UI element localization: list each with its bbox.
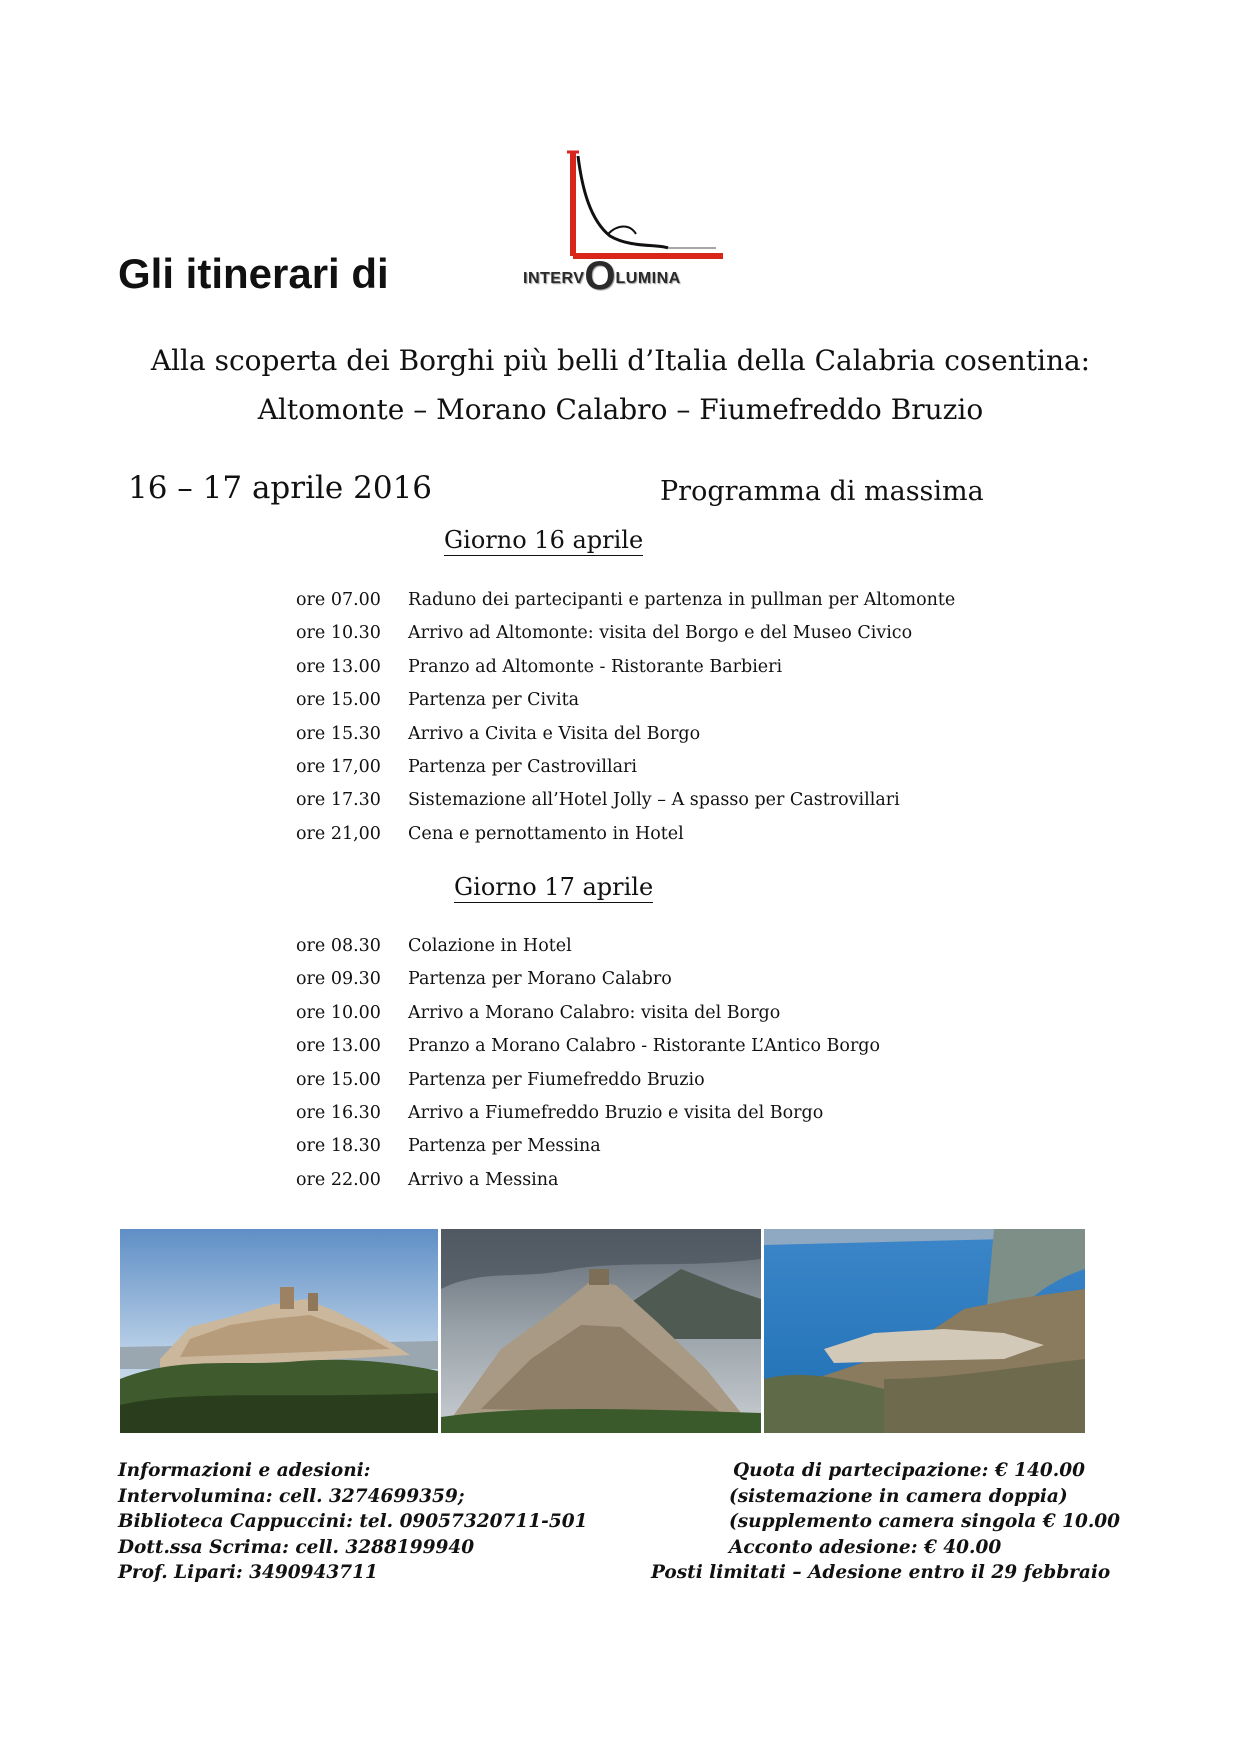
schedule-time: ore 21,00 xyxy=(296,823,381,844)
schedule-time: ore 09.30 xyxy=(296,969,381,990)
contact-line: Intervolumina: cell. 3274699359; xyxy=(118,1485,465,1507)
schedule-activity: Pranzo ad Altomonte - Ristorante Barbieri xyxy=(408,656,783,677)
schedule-row xyxy=(296,790,1096,823)
day-2-heading: Giorno 17 aprile xyxy=(454,873,654,901)
schedule-activity: Pranzo a Morano Calabro - Ristorante L’Antico Borgo xyxy=(408,1036,881,1057)
schedule-activity: Partenza per Fiumefreddo Bruzio xyxy=(408,1069,705,1090)
schedule-activity: Partenza per Castrovillari xyxy=(408,756,637,777)
schedule-activity: Colazione in Hotel xyxy=(408,936,572,956)
photo-fiumefreddo-bruzio xyxy=(764,1229,1085,1433)
schedule-row xyxy=(296,690,1096,723)
schedule-activity: Partenza per Morano Calabro xyxy=(408,969,672,990)
schedule-activity: Cena e pernottamento in Hotel xyxy=(408,823,684,844)
schedule-row xyxy=(296,724,1096,757)
header-title: Gli itinerari di xyxy=(118,250,389,297)
photo-strip xyxy=(120,1229,1085,1433)
schedule-time: ore 16.30 xyxy=(296,1102,381,1123)
schedule-activity: Sistemazione all’Hotel Jolly – A spasso per Castrovillari xyxy=(408,790,900,811)
contact-line: Biblioteca Cappuccini: tel. 09057320711-501 xyxy=(118,1511,588,1532)
contact-info xyxy=(118,1458,587,1586)
schedule-row xyxy=(296,1136,1096,1169)
price-line: Quota di partecipazione: € 140.00 xyxy=(733,1460,1085,1481)
schedule-activity: Arrivo a Civita e Visita del Borgo xyxy=(408,723,701,744)
subtitle-line-1: Alla scoperta dei Borghi più belli d’Italia della Calabria cosentina: xyxy=(150,344,1091,377)
schedule-activity: Arrivo ad Altomonte: visita del Borgo e del Museo Civico xyxy=(408,623,913,644)
pricing-info xyxy=(651,1458,1121,1586)
price-note: (sistemazione in camera doppia) xyxy=(729,1485,1068,1507)
schedule-activity: Partenza per Civita xyxy=(408,690,580,711)
event-dates: 16 – 17 aprile 2016 xyxy=(128,470,433,506)
day-1-heading: Giorno 16 aprile xyxy=(444,526,644,554)
schedule-row xyxy=(296,657,1096,690)
schedule-row xyxy=(296,969,1096,1002)
schedule-time: ore 08.30 xyxy=(296,936,381,956)
schedule-time: ore 07.00 xyxy=(296,590,381,610)
contact-line: Dott.ssa Scrima: cell. 3288199940 xyxy=(118,1536,475,1558)
day-1-schedule xyxy=(296,590,1096,857)
schedule-activity: Partenza per Messina xyxy=(408,1136,601,1157)
schedule-time: ore 15.00 xyxy=(296,690,381,711)
schedule-row xyxy=(296,590,1096,623)
schedule-row xyxy=(296,1170,1096,1203)
contact-line: Prof. Lipari: 3490943711 xyxy=(118,1562,378,1583)
logo-text-o: O xyxy=(584,254,616,298)
deadline-line: Posti limitati – Adesione entro il 29 febbraio xyxy=(651,1562,1111,1583)
schedule-activity: Arrivo a Fiumefreddo Bruzio e visita del Borgo xyxy=(408,1102,824,1123)
intervolumina-logo xyxy=(518,148,738,298)
photo-morano-calabro xyxy=(441,1229,761,1433)
schedule-row xyxy=(296,757,1096,790)
price-note: (supplemento camera singola € 10.00 xyxy=(729,1511,1121,1532)
schedule-row xyxy=(296,1003,1096,1036)
schedule-row xyxy=(296,1103,1096,1136)
schedule-time: ore 10.30 xyxy=(296,623,381,644)
logo-wordmark xyxy=(523,254,681,299)
schedule-row xyxy=(296,1070,1096,1103)
subtitle-line-2: Altomonte – Morano Calabro – Fiumefreddo Bruzio xyxy=(257,393,984,426)
schedule-time: ore 13.00 xyxy=(296,1036,381,1057)
schedule-row xyxy=(296,623,1096,656)
schedule-time: ore 17.30 xyxy=(296,790,381,811)
photo-altomonte xyxy=(120,1229,438,1433)
schedule-time: ore 17,00 xyxy=(296,756,381,777)
schedule-activity: Arrivo a Messina xyxy=(408,1169,559,1190)
schedule-row xyxy=(296,824,1096,857)
schedule-activity: Raduno dei partecipanti e partenza in pullman per Altomonte xyxy=(408,590,956,610)
schedule-time: ore 18.30 xyxy=(296,1136,381,1157)
logo-text-suffix: LUMINA xyxy=(615,270,681,287)
schedule-time: ore 15.30 xyxy=(296,723,381,744)
schedule-activity: Arrivo a Morano Calabro: visita del Borgo xyxy=(408,1002,781,1023)
contact-heading: Informazioni e adesioni: xyxy=(118,1460,371,1481)
schedule-row xyxy=(296,936,1096,969)
schedule-time: ore 10.00 xyxy=(296,1002,381,1023)
logo-text-prefix: INTERV xyxy=(523,270,585,287)
schedule-time: ore 15.00 xyxy=(296,1069,381,1090)
schedule-time: ore 22.00 xyxy=(296,1169,381,1190)
day-2-schedule xyxy=(296,936,1096,1203)
schedule-row xyxy=(296,1036,1096,1069)
deposit-line: Acconto adesione: € 40.00 xyxy=(729,1536,1002,1558)
program-title: Programma di massima xyxy=(660,476,984,507)
schedule-time: ore 13.00 xyxy=(296,656,381,677)
